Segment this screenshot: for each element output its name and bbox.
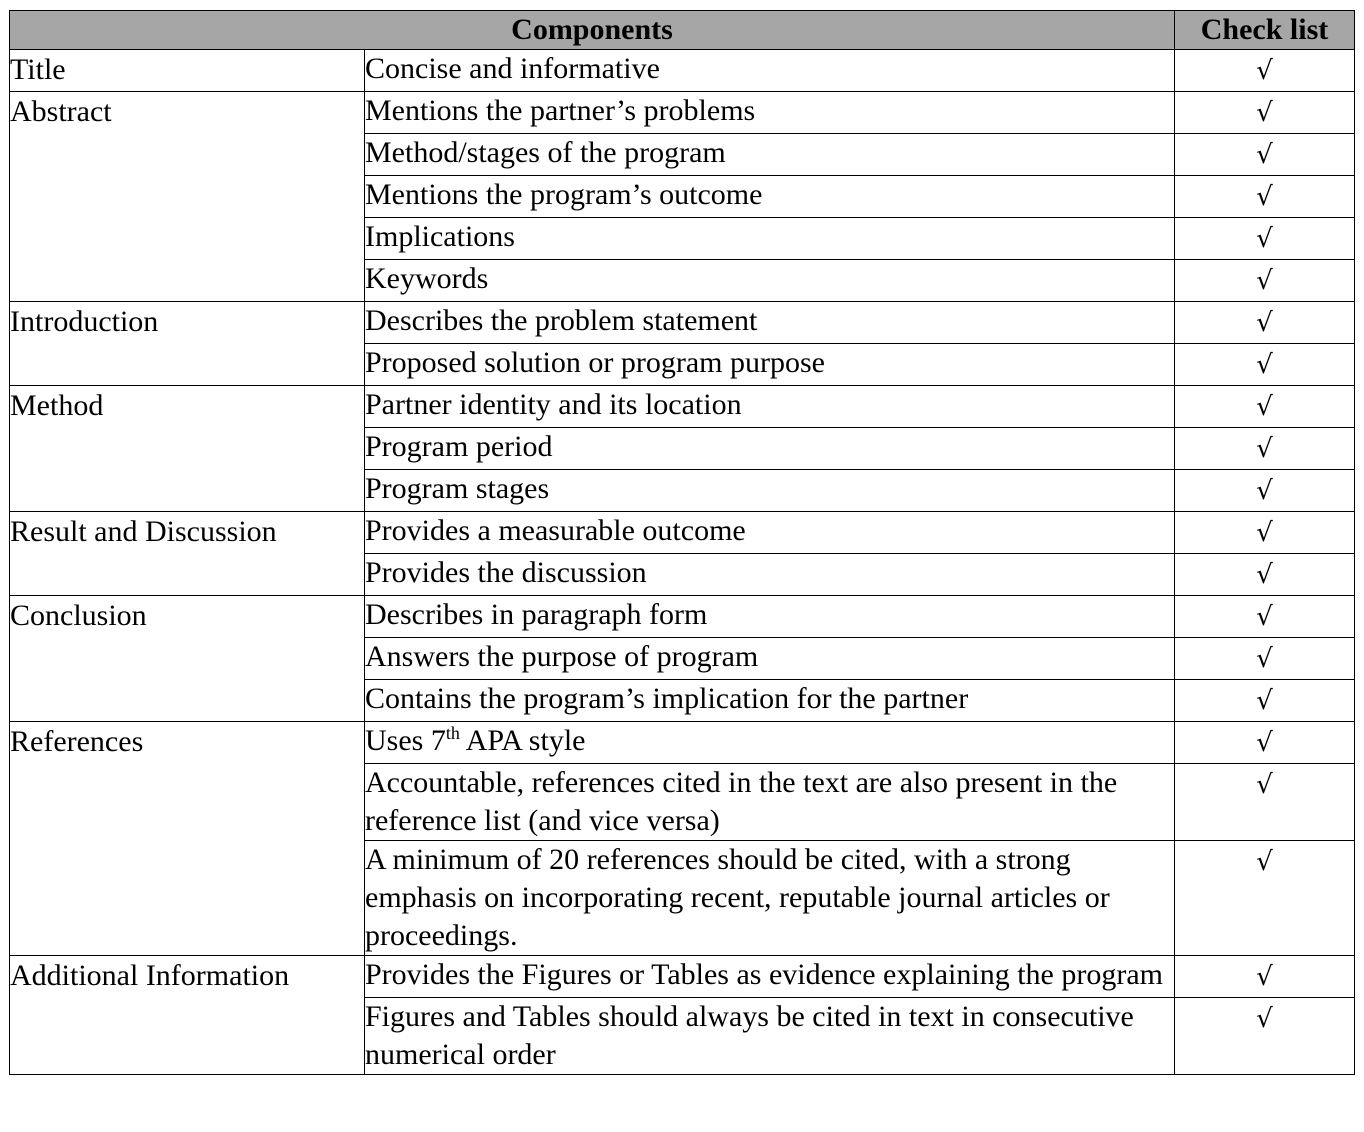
checklist-item bbox=[365, 386, 1175, 428]
check-mark-icon: √ bbox=[1256, 644, 1273, 674]
check-mark-icon: √ bbox=[1256, 98, 1273, 128]
item-text: A minimum of 20 references should be cited, with a strong emphasis on incorporating recent, reputable journal articles or proceedings. bbox=[365, 843, 1110, 952]
item-text: Proposed solution or program purpose bbox=[365, 346, 825, 379]
check-cell bbox=[1175, 680, 1355, 722]
section-name: Title bbox=[10, 50, 365, 92]
item-text: Mentions the program’s outcome bbox=[365, 178, 763, 211]
checklist-item bbox=[365, 722, 1175, 764]
check-mark-icon: √ bbox=[1256, 962, 1273, 992]
item-superscript: th bbox=[445, 723, 460, 743]
check-mark-icon: √ bbox=[1256, 224, 1273, 254]
check-mark-icon: √ bbox=[1256, 434, 1273, 464]
section-name: Abstract bbox=[10, 92, 365, 302]
check-cell bbox=[1175, 260, 1355, 302]
check-mark-icon: √ bbox=[1256, 350, 1273, 380]
checklist-item bbox=[365, 92, 1175, 134]
section-name: Additional Information bbox=[10, 956, 365, 1075]
checklist-item bbox=[365, 176, 1175, 218]
check-mark-icon: √ bbox=[1256, 266, 1273, 296]
check-mark-icon: √ bbox=[1256, 56, 1273, 86]
check-mark-icon: √ bbox=[1256, 686, 1273, 716]
check-mark-icon: √ bbox=[1256, 728, 1273, 758]
item-text: Accountable, references cited in the text are also present in the reference list (and vice versa) bbox=[365, 766, 1118, 837]
check-cell bbox=[1175, 344, 1355, 386]
check-cell bbox=[1175, 841, 1355, 956]
table-row bbox=[10, 956, 1355, 998]
checklist-body bbox=[10, 50, 1355, 1075]
item-text: Describes in paragraph form bbox=[365, 598, 708, 631]
check-cell bbox=[1175, 92, 1355, 134]
check-mark-icon: √ bbox=[1256, 182, 1273, 212]
table-row bbox=[10, 386, 1355, 428]
item-text: Answers the purpose of program bbox=[365, 640, 759, 673]
checklist-item bbox=[365, 764, 1175, 841]
item-text-after: APA style bbox=[459, 724, 586, 757]
checklist-item bbox=[365, 512, 1175, 554]
table-row bbox=[10, 722, 1355, 764]
checklist-item bbox=[365, 134, 1175, 176]
table-row bbox=[10, 512, 1355, 554]
item-text: Program stages bbox=[365, 472, 550, 505]
section-name: Conclusion bbox=[10, 596, 365, 722]
check-cell bbox=[1175, 638, 1355, 680]
item-text: Provides the discussion bbox=[365, 556, 647, 589]
checklist-item bbox=[365, 302, 1175, 344]
check-mark-icon: √ bbox=[1256, 1004, 1273, 1034]
header-checklist: Check list bbox=[1175, 11, 1355, 50]
item-text: Program period bbox=[365, 430, 553, 463]
check-cell bbox=[1175, 218, 1355, 260]
checklist-item bbox=[365, 218, 1175, 260]
header-components: Components bbox=[10, 11, 1175, 50]
check-mark-icon: √ bbox=[1256, 476, 1273, 506]
check-cell bbox=[1175, 386, 1355, 428]
check-cell bbox=[1175, 470, 1355, 512]
check-cell bbox=[1175, 134, 1355, 176]
check-mark-icon: √ bbox=[1256, 847, 1273, 877]
check-cell bbox=[1175, 554, 1355, 596]
check-cell bbox=[1175, 722, 1355, 764]
check-mark-icon: √ bbox=[1256, 392, 1273, 422]
check-cell bbox=[1175, 302, 1355, 344]
item-text: Provides a measurable outcome bbox=[365, 514, 746, 547]
header-row bbox=[10, 11, 1355, 50]
checklist-item bbox=[365, 428, 1175, 470]
checklist-item bbox=[365, 260, 1175, 302]
table-row bbox=[10, 50, 1355, 92]
item-text: Method/stages of the program bbox=[365, 136, 726, 169]
checklist-item bbox=[365, 841, 1175, 956]
check-mark-icon: √ bbox=[1256, 518, 1273, 548]
checklist-item bbox=[365, 470, 1175, 512]
table-row bbox=[10, 596, 1355, 638]
check-mark-icon: √ bbox=[1256, 560, 1273, 590]
table-row bbox=[10, 92, 1355, 134]
item-text: Partner identity and its location bbox=[365, 388, 742, 421]
check-cell bbox=[1175, 596, 1355, 638]
item-text: Contains the program’s implication for the partner bbox=[365, 682, 969, 715]
item-text: Implications bbox=[365, 220, 515, 253]
section-name: Result and Discussion bbox=[10, 512, 365, 596]
item-text: Figures and Tables should always be cited in text in consecutive numerical order bbox=[365, 1000, 1134, 1071]
checklist-item bbox=[365, 956, 1175, 998]
checklist-item bbox=[365, 638, 1175, 680]
table-row bbox=[10, 302, 1355, 344]
item-text: Provides the Figures or Tables as evidence explaining the program bbox=[365, 958, 1163, 991]
check-cell bbox=[1175, 764, 1355, 841]
check-mark-icon: √ bbox=[1256, 140, 1273, 170]
check-cell bbox=[1175, 176, 1355, 218]
section-name: Method bbox=[10, 386, 365, 512]
item-text: Describes the problem statement bbox=[365, 304, 758, 337]
item-text: Keywords bbox=[365, 262, 489, 295]
checklist-item bbox=[365, 596, 1175, 638]
item-text: Uses 7 bbox=[365, 724, 446, 757]
check-cell bbox=[1175, 998, 1355, 1075]
checklist-document bbox=[9, 10, 1355, 1075]
checklist-table bbox=[9, 10, 1355, 1075]
checklist-item bbox=[365, 554, 1175, 596]
checklist-item bbox=[365, 344, 1175, 386]
section-name: References bbox=[10, 722, 365, 956]
check-cell bbox=[1175, 428, 1355, 470]
check-mark-icon: √ bbox=[1256, 602, 1273, 632]
check-cell bbox=[1175, 956, 1355, 998]
section-name: Introduction bbox=[10, 302, 365, 386]
checklist-item bbox=[365, 50, 1175, 92]
checklist-item bbox=[365, 680, 1175, 722]
checklist-item bbox=[365, 998, 1175, 1075]
check-cell bbox=[1175, 512, 1355, 554]
item-text: Mentions the partner’s problems bbox=[365, 94, 756, 127]
item-text: Concise and informative bbox=[365, 52, 660, 85]
check-mark-icon: √ bbox=[1256, 770, 1273, 800]
check-mark-icon: √ bbox=[1256, 308, 1273, 338]
check-cell bbox=[1175, 50, 1355, 92]
